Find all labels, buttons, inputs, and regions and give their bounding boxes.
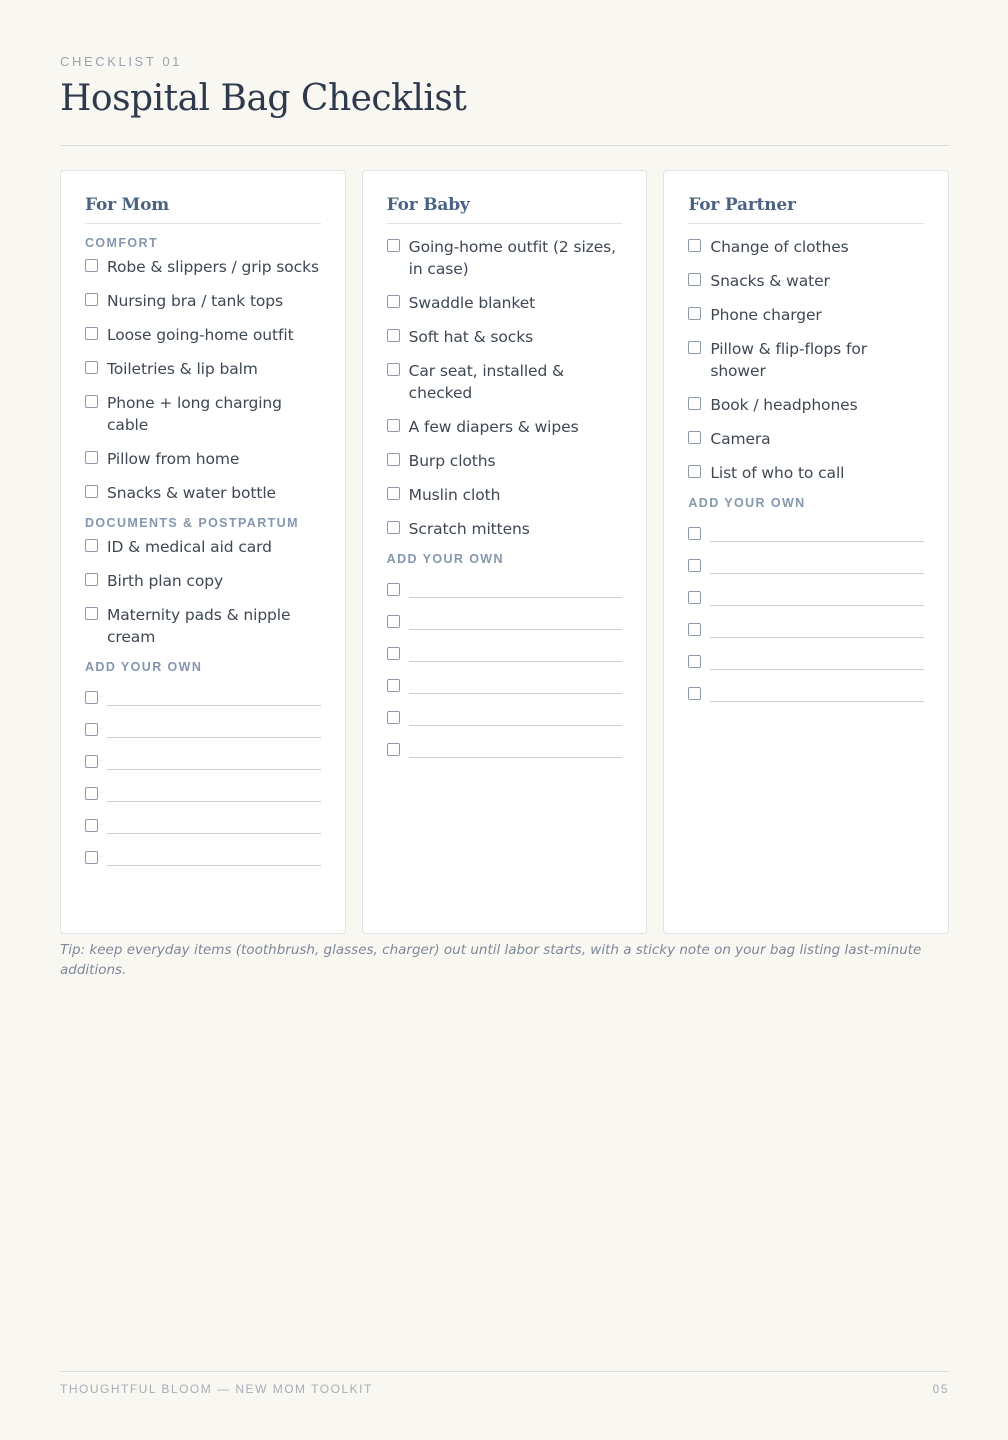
checklist-item[interactable] [85, 604, 321, 648]
checklist-item[interactable] [387, 292, 623, 314]
checkbox[interactable] [688, 655, 701, 668]
checklist-item[interactable] [688, 462, 924, 484]
blank-checklist-row[interactable] [387, 696, 623, 728]
checklist-item-label: Birth plan copy [107, 572, 224, 590]
checklist-item[interactable] [387, 518, 623, 540]
blank-checklist-row[interactable] [85, 676, 321, 708]
checkbox[interactable] [85, 485, 98, 498]
checkbox[interactable] [85, 361, 98, 374]
checklist-item[interactable] [85, 570, 321, 592]
checkbox[interactable] [387, 615, 400, 628]
checkbox[interactable] [85, 395, 98, 408]
write-in-line[interactable] [107, 833, 321, 834]
card-title: For Baby [387, 195, 623, 224]
checkbox[interactable] [85, 451, 98, 464]
checklist-item[interactable] [688, 428, 924, 450]
checklist-item[interactable] [688, 304, 924, 326]
write-in-line[interactable] [409, 661, 623, 662]
checklist-item-label: Muslin cloth [408, 486, 501, 504]
checkbox[interactable] [85, 539, 98, 552]
checklist-item-label: Car seat, installed & checked [408, 362, 565, 402]
checklist-item-label: Phone + long charging cable [107, 394, 282, 434]
checklist-item[interactable] [387, 450, 623, 472]
checklist-item[interactable] [387, 484, 623, 506]
blank-checklist-row[interactable] [688, 544, 924, 576]
checkbox[interactable] [387, 239, 400, 252]
write-in-line[interactable] [107, 769, 321, 770]
checklist-item[interactable] [85, 392, 321, 436]
checklist-item-label: Nursing bra / tank tops [107, 292, 284, 310]
checkbox[interactable] [387, 363, 400, 376]
checkbox[interactable] [688, 239, 701, 252]
checkbox[interactable] [387, 679, 400, 692]
blank-checklist-row[interactable] [387, 632, 623, 664]
checklist-item-label: Loose going-home outfit [107, 326, 294, 344]
checkbox[interactable] [85, 327, 98, 340]
checkbox[interactable] [387, 521, 400, 534]
checkbox[interactable] [85, 819, 98, 832]
write-in-line[interactable] [409, 597, 623, 598]
write-in-line[interactable] [409, 629, 623, 630]
write-in-line[interactable] [409, 725, 623, 726]
checklist-item-label: A few diapers & wipes [408, 418, 579, 436]
checklist-item[interactable] [387, 236, 623, 280]
write-in-line[interactable] [107, 705, 321, 706]
write-in-line[interactable] [710, 637, 924, 638]
write-in-line[interactable] [107, 737, 321, 738]
checklist-items [387, 236, 623, 540]
blank-checklist-row[interactable] [85, 836, 321, 868]
checkbox[interactable] [387, 295, 400, 308]
blank-checklist-row[interactable] [688, 640, 924, 672]
checklist-item-label: Scratch mittens [408, 520, 530, 538]
checkbox[interactable] [85, 787, 98, 800]
blank-checklist-row[interactable] [688, 576, 924, 608]
card-title: For Mom [85, 195, 321, 224]
blank-checklist-row[interactable] [387, 728, 623, 760]
checkbox[interactable] [688, 341, 701, 354]
write-in-line[interactable] [107, 801, 321, 802]
checklist-item-label: Snacks & water [710, 272, 830, 290]
checklist-item-label: Robe & slippers / grip socks [107, 258, 319, 276]
write-in-line[interactable] [107, 865, 321, 866]
add-your-own-label: ADD YOUR OWN [386, 552, 504, 566]
checkbox[interactable] [85, 851, 98, 864]
checklist-card-for-partner [663, 170, 949, 934]
blank-checklist-row[interactable] [85, 708, 321, 740]
checklist-item-label: Going-home outfit (2 sizes, in case) [408, 238, 616, 278]
checkbox[interactable] [688, 623, 701, 636]
checklist-item-label: Book / headphones [710, 396, 858, 414]
checkbox[interactable] [85, 691, 98, 704]
checklist-items [688, 236, 924, 484]
footer-divider [60, 1371, 949, 1372]
add-your-own-label: ADD YOUR OWN [688, 496, 806, 510]
write-in-line[interactable] [710, 605, 924, 606]
checklist-columns [60, 170, 949, 934]
blank-checklist-row[interactable] [85, 740, 321, 772]
checklist-item-label: Camera [710, 430, 771, 448]
blank-checklist-row[interactable] [688, 672, 924, 704]
checklist-item[interactable] [85, 358, 321, 380]
checkbox[interactable] [85, 723, 98, 736]
write-in-line[interactable] [710, 541, 924, 542]
checklist-item[interactable] [85, 290, 321, 312]
tip-note: Tip: keep everyday items (toothbrush, glasses, charger) out until labor starts, with a sticky note on your bag listing last-minute additions. [60, 942, 922, 978]
checkbox[interactable] [387, 583, 400, 596]
checkbox[interactable] [387, 453, 400, 466]
write-in-line[interactable] [710, 573, 924, 574]
write-in-line[interactable] [409, 693, 623, 694]
checklist-item-label: Pillow & flip-flops for shower [710, 340, 867, 380]
checklist-items [85, 256, 321, 504]
blank-checklist-row[interactable] [85, 772, 321, 804]
checkbox[interactable] [387, 487, 400, 500]
checklist-item-label: Swaddle blanket [408, 294, 536, 312]
checkbox[interactable] [85, 607, 98, 620]
checklist-item[interactable] [688, 394, 924, 416]
blank-checklist-row[interactable] [85, 804, 321, 836]
checkbox[interactable] [688, 527, 701, 540]
checklist-item[interactable] [688, 236, 924, 258]
checklist-item-label: Toiletries & lip balm [107, 360, 258, 378]
checkbox[interactable] [387, 743, 400, 756]
page-title: Hospital Bag Checklist [60, 78, 467, 119]
checkbox[interactable] [688, 687, 701, 700]
add-your-own-label: ADD YOUR OWN [85, 660, 203, 674]
checklist-item[interactable] [85, 324, 321, 346]
checkbox[interactable] [688, 465, 701, 478]
checklist-item-label: Pillow from home [107, 450, 240, 468]
checklist-item[interactable] [85, 482, 321, 504]
section-label: COMFORT [85, 236, 158, 250]
checkbox[interactable] [688, 307, 701, 320]
checkbox[interactable] [85, 573, 98, 586]
checklist-item-label: Phone charger [710, 306, 822, 324]
blank-checklist-row[interactable] [387, 664, 623, 696]
footer-brand: THOUGHTFUL BLOOM — NEW MOM TOOLKIT [60, 1382, 373, 1396]
checklist-eyebrow: CHECKLIST 01 [60, 54, 182, 69]
header-divider [60, 145, 949, 146]
checklist-item[interactable] [387, 416, 623, 438]
write-in-line[interactable] [710, 669, 924, 670]
blank-checklist-row[interactable] [387, 600, 623, 632]
checklist-items [85, 536, 321, 648]
checkbox[interactable] [688, 591, 701, 604]
checkbox[interactable] [387, 647, 400, 660]
checkbox[interactable] [688, 431, 701, 444]
checklist-item-label: Maternity pads & nipple cream [107, 606, 291, 646]
checklist-item[interactable] [387, 360, 623, 404]
checklist-item-label: Change of clothes [710, 238, 849, 256]
checklist-item-label: ID & medical aid card [107, 538, 272, 556]
blank-checklist-row[interactable] [688, 512, 924, 544]
checklist-item-label: Burp cloths [408, 452, 496, 470]
checkbox[interactable] [85, 259, 98, 272]
blank-checklist-row[interactable] [387, 568, 623, 600]
checklist-item-label: List of who to call [710, 464, 845, 482]
checkbox[interactable] [85, 755, 98, 768]
card-title: For Partner [688, 195, 924, 224]
checkbox[interactable] [387, 329, 400, 342]
checklist-item[interactable] [85, 448, 321, 470]
checklist-item[interactable] [387, 326, 623, 348]
checklist-item[interactable] [688, 338, 924, 382]
checklist-item[interactable] [85, 536, 321, 558]
checklist-card-for-mom [60, 170, 346, 934]
checkbox[interactable] [85, 293, 98, 306]
blank-checklist-row[interactable] [688, 608, 924, 640]
checklist-item[interactable] [85, 256, 321, 278]
checklist-item-label: Snacks & water bottle [107, 484, 276, 502]
checklist-item[interactable] [688, 270, 924, 292]
page-number: 05 [932, 1382, 949, 1396]
checkbox[interactable] [688, 397, 701, 410]
checkbox[interactable] [688, 559, 701, 572]
checkbox[interactable] [387, 711, 400, 724]
write-in-line[interactable] [409, 757, 623, 758]
section-label: DOCUMENTS & POSTPARTUM [85, 516, 299, 530]
checklist-item-label: Soft hat & socks [408, 328, 534, 346]
checkbox[interactable] [387, 419, 400, 432]
checklist-page [60, 0, 949, 1440]
checklist-card-for-baby [362, 170, 648, 934]
checkbox[interactable] [688, 273, 701, 286]
write-in-line[interactable] [710, 701, 924, 702]
